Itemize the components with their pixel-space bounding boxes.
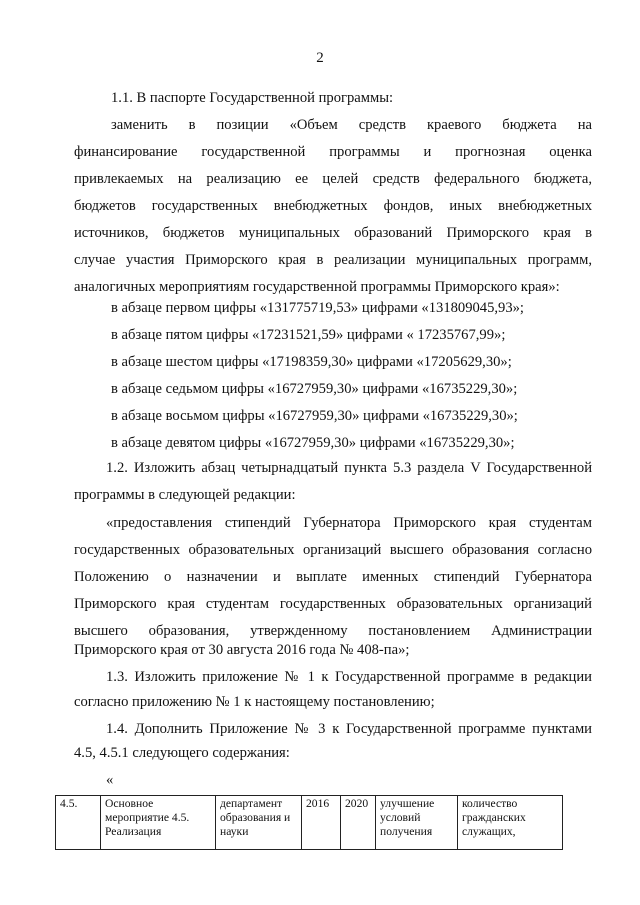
table-cell-result: улучшение условий получения — [376, 796, 458, 850]
table-cell-activity: Основное мероприятие 4.5. Реализация — [101, 796, 216, 850]
program-table — [55, 795, 563, 850]
paragraph-line: финансирование государственной программы и прогнозная оценка — [74, 144, 592, 160]
paragraph-line: государственных образовательных организаций высшего образования согласно — [74, 542, 592, 558]
paragraph-line: источников, бюджетов муниципальных образований Приморского края в — [74, 225, 592, 241]
table-cell-year-start: 2016 — [302, 796, 341, 850]
paragraph-line: в абзаце восьмом цифры «16727959,30» цифрами «16735229,30»; — [111, 408, 518, 424]
paragraph-line: в абзаце седьмом цифры «16727959,30» цифрами «16735229,30»; — [111, 381, 518, 397]
paragraph-line: 1.3. Изложить приложение № 1 к Государственной программе в редакции — [106, 669, 592, 685]
paragraph-line: 1.2. Изложить абзац четырнадцатый пункта 5.3 раздела V Государственной — [106, 460, 592, 476]
paragraph-line: аналогичных мероприятиям государственной программы Приморского края»: — [74, 279, 560, 295]
paragraph-line: 1.1. В паспорте Государственной программы: — [111, 90, 394, 106]
table-cell-number: 4.5. — [56, 796, 101, 850]
opening-quote: « — [106, 772, 114, 788]
paragraph-line: в абзаце девятом цифры «16727959,30» цифрами «16735229,30»; — [111, 435, 515, 451]
paragraph-line: Приморского края от 30 августа 2016 года № 408-па»; — [74, 642, 410, 658]
table-cell-indicator: количество гражданских служащих, — [458, 796, 563, 850]
paragraph-line: привлекаемых на реализацию ее целей средств федерального бюджета, — [74, 171, 592, 187]
table-cell-executor: департамент образования и науки — [216, 796, 302, 850]
paragraph-line: бюджетов государственных внебюджетных фондов, иных внебюджетных — [74, 198, 592, 214]
table-cell-year-end: 2020 — [341, 796, 376, 850]
paragraph-line: высшего образования, утвержденному постановлением Администрации — [74, 623, 592, 639]
page-number: 2 — [316, 50, 324, 66]
paragraph-line: Положению о назначении и выплате именных стипендий Губернатора — [74, 569, 592, 585]
table-row — [56, 796, 563, 850]
paragraph-line: случае участия Приморского края в реализации муниципальных программ, — [74, 252, 592, 268]
paragraph-line: «предоставления стипендий Губернатора Приморского края студентам — [106, 515, 592, 531]
paragraph-line: в абзаце пятом цифры «17231521,59» цифрами « 17235767,99»; — [111, 327, 506, 343]
paragraph-line: в абзаце первом цифры «131775719,53» цифрами «131809045,93»; — [111, 300, 524, 316]
paragraph-line: программы в следующей редакции: — [74, 487, 296, 503]
paragraph-line: 4.5, 4.5.1 следующего содержания: — [74, 745, 290, 761]
paragraph-line: заменить в позиции «Объем средств краевого бюджета на — [111, 117, 592, 133]
paragraph-line: согласно приложению № 1 к настоящему постановлению; — [74, 694, 435, 710]
paragraph-line: Приморского края студентам государственных образовательных организаций — [74, 596, 592, 612]
paragraph-line: в абзаце шестом цифры «17198359,30» цифрами «17205629,30»; — [111, 354, 512, 370]
paragraph-line: 1.4. Дополнить Приложение № 3 к Государственной программе пунктами — [106, 721, 592, 737]
